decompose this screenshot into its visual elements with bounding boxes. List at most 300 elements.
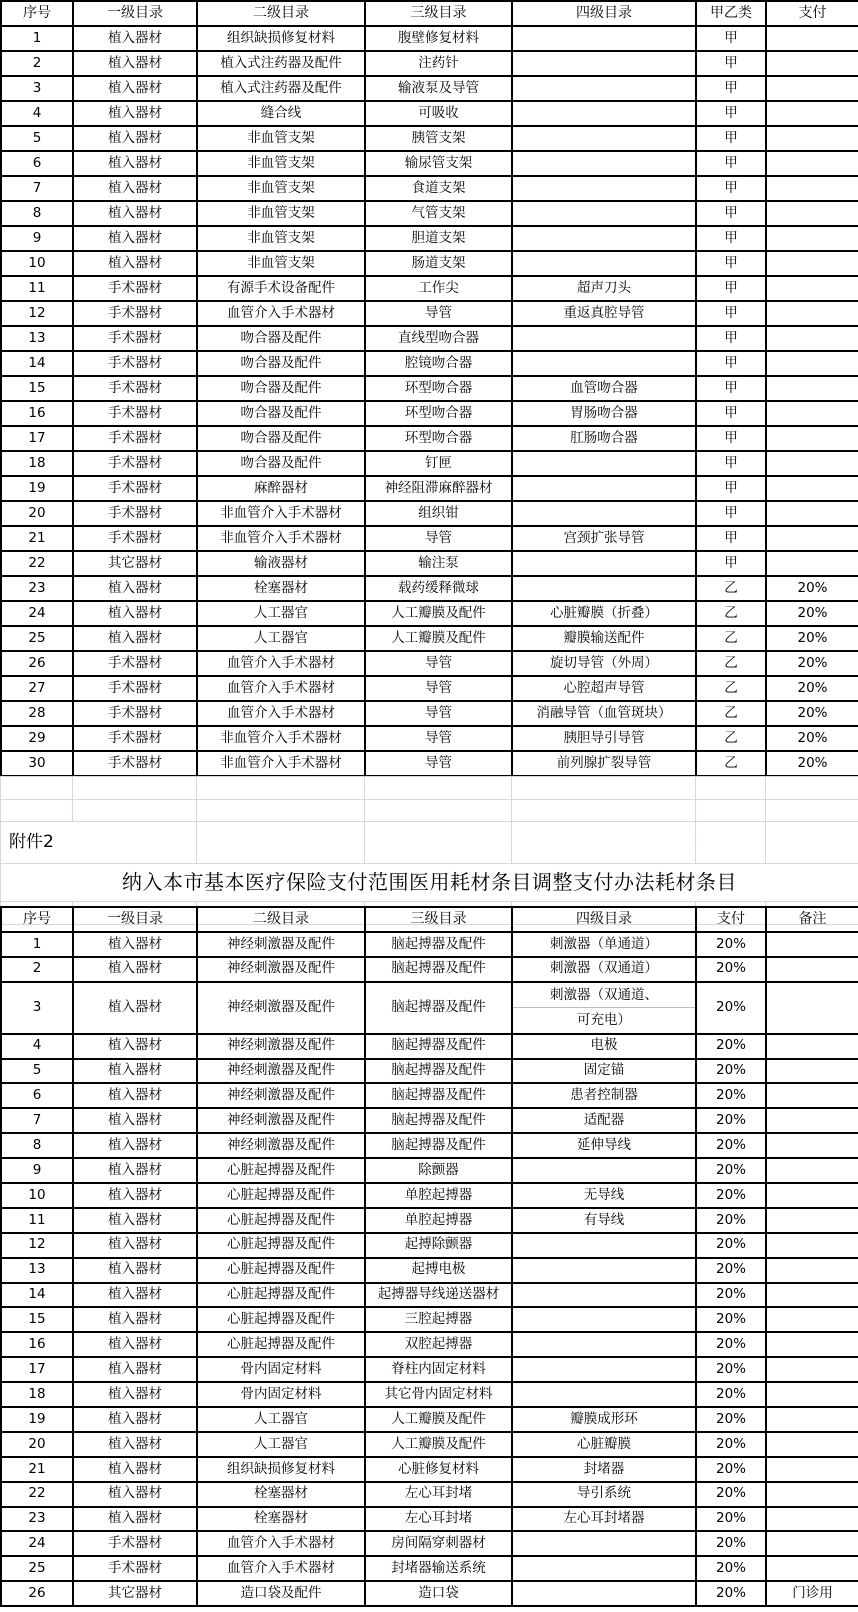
table-row: [1, 1457, 858, 1482]
level3-cell: 脑起搏器及配件: [365, 932, 512, 957]
level2-cell: 心脏起搏器及配件: [197, 1258, 365, 1283]
col6-cell: 甲: [696, 301, 766, 326]
col6-cell: 20%: [696, 1581, 766, 1606]
level3-cell: 左心耳封堵: [365, 1482, 512, 1507]
index-cell: 12: [1, 1233, 73, 1258]
level3-cell: 导管: [365, 301, 512, 326]
index-cell: 4: [1, 1034, 73, 1059]
col6-cell: 乙: [696, 676, 766, 701]
level3-cell: 食道支架: [365, 176, 512, 201]
col7-cell: [766, 276, 858, 301]
level3-cell: 脑起搏器及配件: [365, 1034, 512, 1059]
level1-cell: 植入器材: [73, 226, 197, 251]
spacer-area: [0, 776, 858, 925]
level4-cell: [512, 226, 696, 251]
level3-cell: 封堵器输送系统: [365, 1556, 512, 1581]
col7-cell: 20%: [766, 726, 858, 751]
level3-cell: 环型吻合器: [365, 401, 512, 426]
table-row: [1, 151, 858, 176]
level1-cell: 植入器材: [73, 1457, 197, 1482]
level4-cell: [512, 326, 696, 351]
col7-cell: [766, 426, 858, 451]
level4-cell: 刺激器（单通道）: [512, 932, 696, 957]
col6-cell: 20%: [696, 1108, 766, 1133]
level1-cell: 手术器材: [73, 351, 197, 376]
index-cell: 19: [1, 1407, 73, 1432]
table-row: [1, 1507, 858, 1532]
col6-cell: 20%: [696, 1034, 766, 1059]
level2-cell: 吻合器及配件: [197, 451, 365, 476]
table-2-header-row: [1, 907, 858, 932]
col7-cell: [766, 1083, 858, 1108]
level2-cell: 吻合器及配件: [197, 401, 365, 426]
level1-cell: 植入器材: [73, 1407, 197, 1432]
level2-cell: 血管介入手术器材: [197, 676, 365, 701]
level2-cell: 神经刺激器及配件: [197, 1034, 365, 1059]
level2-cell: 吻合器及配件: [197, 426, 365, 451]
column-header: 备注: [766, 907, 858, 932]
level2-cell: 神经刺激器及配件: [197, 1059, 365, 1084]
col7-cell: [766, 1233, 858, 1258]
col6-cell: 甲: [696, 201, 766, 226]
level2-cell: 心脏起搏器及配件: [197, 1307, 365, 1332]
level1-cell: 植入器材: [73, 1034, 197, 1059]
col6-cell: 甲: [696, 176, 766, 201]
level2-cell: 神经刺激器及配件: [197, 957, 365, 982]
level4-cell: 消融导管（血管斑块）: [512, 701, 696, 726]
column-header: 甲乙类: [696, 1, 766, 26]
level1-cell: 手术器材: [73, 301, 197, 326]
level3-cell: 输液泵及导管: [365, 76, 512, 101]
level2-cell: 骨内固定材料: [197, 1382, 365, 1407]
level4-cell: 导引系统: [512, 1482, 696, 1507]
level3-cell: 三腔起搏器: [365, 1307, 512, 1332]
col7-cell: [766, 351, 858, 376]
col7-cell: [766, 201, 858, 226]
level1-cell: 植入器材: [73, 1133, 197, 1158]
table-row: [1, 1432, 858, 1457]
level3-cell: 腔镜吻合器: [365, 351, 512, 376]
index-cell: 8: [1, 1133, 73, 1158]
col7-cell: [766, 1556, 858, 1581]
level2-cell: 心脏起搏器及配件: [197, 1208, 365, 1233]
table-row: [1, 1183, 858, 1208]
level4-cell: 宫颈扩张导管: [512, 526, 696, 551]
level4-cell: 适配器: [512, 1108, 696, 1133]
index-cell: 16: [1, 401, 73, 426]
level1-cell: 植入器材: [73, 932, 197, 957]
level2-cell: 神经刺激器及配件: [197, 1083, 365, 1108]
level2-cell: 人工器官: [197, 626, 365, 651]
level1-cell: 手术器材: [73, 401, 197, 426]
level2-cell: 栓塞器材: [197, 1482, 365, 1507]
level2-cell: 非血管介入手术器材: [197, 751, 365, 776]
level1-cell: 植入器材: [73, 1482, 197, 1507]
level3-cell: 脊柱内固定材料: [365, 1357, 512, 1382]
level2-cell: 组织缺损修复材料: [197, 26, 365, 51]
col7-cell: 门诊用: [766, 1581, 858, 1606]
index-cell: 6: [1, 151, 73, 176]
table-row: [1, 1283, 858, 1308]
col6-cell: 20%: [696, 1208, 766, 1233]
level4-cell: [512, 1581, 696, 1606]
level2-cell: 吻合器及配件: [197, 376, 365, 401]
level4-cell: [512, 1332, 696, 1357]
level1-cell: 植入器材: [73, 1258, 197, 1283]
level4-cell: [512, 151, 696, 176]
index-cell: 10: [1, 251, 73, 276]
level4-cell: [512, 1158, 696, 1183]
col7-cell: [766, 1357, 858, 1382]
table-row: [1, 1357, 858, 1382]
col6-cell: 甲: [696, 276, 766, 301]
col6-cell: 甲: [696, 251, 766, 276]
level1-cell: 手术器材: [73, 476, 197, 501]
level1-cell: 手术器材: [73, 276, 197, 301]
level4-cell: [512, 1258, 696, 1283]
col6-cell: 甲: [696, 476, 766, 501]
level4-cell: 胰胆导引导管: [512, 726, 696, 751]
level1-cell: 手术器材: [73, 426, 197, 451]
col6-cell: 乙: [696, 626, 766, 651]
level2-cell: 吻合器及配件: [197, 326, 365, 351]
table-row: [1, 1233, 858, 1258]
level3-cell: 人工瓣膜及配件: [365, 626, 512, 651]
table-row: [1, 1083, 858, 1108]
col7-cell: [766, 501, 858, 526]
level2-cell: 血管介入手术器材: [197, 701, 365, 726]
table-1-header-row: [1, 1, 858, 26]
col7-cell: [766, 1407, 858, 1432]
level2-cell: 神经刺激器及配件: [197, 1133, 365, 1158]
table-row: [1, 1158, 858, 1183]
col6-cell: 甲: [696, 326, 766, 351]
level4-cell: [512, 1307, 696, 1332]
level3-cell: 双腔起搏器: [365, 1332, 512, 1357]
index-cell: 14: [1, 1283, 73, 1308]
col6-cell: 乙: [696, 701, 766, 726]
level4-cell: 延伸导线: [512, 1133, 696, 1158]
level2-cell: 人工器官: [197, 1432, 365, 1457]
level2-cell: 输液器材: [197, 551, 365, 576]
index-cell: 5: [1, 126, 73, 151]
index-cell: 1: [1, 932, 73, 957]
index-cell: 22: [1, 1482, 73, 1507]
table-row: [1, 1482, 858, 1507]
table-row: [1, 451, 858, 476]
level1-cell: 植入器材: [73, 101, 197, 126]
level1-cell: 手术器材: [73, 526, 197, 551]
col6-cell: 乙: [696, 726, 766, 751]
col6-cell: 甲: [696, 101, 766, 126]
level1-cell: 植入器材: [73, 957, 197, 982]
level2-cell: 心脏起搏器及配件: [197, 1233, 365, 1258]
level3-cell: 输尿管支架: [365, 151, 512, 176]
level4-cell: [512, 351, 696, 376]
level2-cell: 血管介入手术器材: [197, 1531, 365, 1556]
index-cell: 15: [1, 376, 73, 401]
level2-cell: 血管介入手术器材: [197, 1556, 365, 1581]
level3-cell: 心脏修复材料: [365, 1457, 512, 1482]
col6-cell: 甲: [696, 151, 766, 176]
index-cell: 3: [1, 76, 73, 101]
col7-cell: [766, 1283, 858, 1308]
column-header: 三级目录: [365, 907, 512, 932]
level3-cell: 导管: [365, 676, 512, 701]
table-row: [1, 526, 858, 551]
level1-cell: 手术器材: [73, 451, 197, 476]
level2-cell: 血管介入手术器材: [197, 651, 365, 676]
level1-cell: 植入器材: [73, 626, 197, 651]
level2-cell: 非血管支架: [197, 176, 365, 201]
level4-cell: [512, 1382, 696, 1407]
level1-cell: 手术器材: [73, 651, 197, 676]
col7-cell: [766, 1432, 858, 1457]
table-row: [1, 126, 858, 151]
col7-cell: [766, 1158, 858, 1183]
level2-cell: 造口袋及配件: [197, 1581, 365, 1606]
table-row: [1, 1258, 858, 1283]
column-header: 一级目录: [73, 1, 197, 26]
level2-cell: 心脏起搏器及配件: [197, 1158, 365, 1183]
level1-cell: 手术器材: [73, 326, 197, 351]
col6-cell: 20%: [696, 982, 766, 1034]
table-row: [1, 982, 858, 1034]
level4-cell: [512, 1233, 696, 1258]
col7-cell: [766, 1307, 858, 1332]
level4-cell: 刺激器（双通道）: [512, 957, 696, 982]
col6-cell: 乙: [696, 601, 766, 626]
index-cell: 8: [1, 201, 73, 226]
level2-cell: 栓塞器材: [197, 1507, 365, 1532]
table-row: [1, 76, 858, 101]
level1-cell: 植入器材: [73, 176, 197, 201]
table-row: [1, 176, 858, 201]
index-cell: 24: [1, 1531, 73, 1556]
level2-cell: 心脏起搏器及配件: [197, 1332, 365, 1357]
col6-cell: 20%: [696, 1233, 766, 1258]
table-row: [1, 1556, 858, 1581]
level3-cell: 起搏器导线递送器材: [365, 1283, 512, 1308]
column-header: 四级目录: [512, 1, 696, 26]
col7-cell: [766, 1457, 858, 1482]
level4-cell: 肛肠吻合器: [512, 426, 696, 451]
table-row: [1, 426, 858, 451]
index-cell: 9: [1, 1158, 73, 1183]
col7-cell: [766, 451, 858, 476]
col7-cell: [766, 551, 858, 576]
level3-cell: 人工瓣膜及配件: [365, 601, 512, 626]
index-cell: 23: [1, 576, 73, 601]
col6-cell: 甲: [696, 376, 766, 401]
level2-cell: 缝合线: [197, 101, 365, 126]
index-cell: 26: [1, 651, 73, 676]
table-row: [1, 26, 858, 51]
table-row: [1, 1059, 858, 1084]
level4-cell: [512, 1357, 696, 1382]
table-row: [1, 501, 858, 526]
level3-cell: 神经阻滞麻醉器材: [365, 476, 512, 501]
table-row: [1, 576, 858, 601]
index-cell: 15: [1, 1307, 73, 1332]
level3-cell: 工作尖: [365, 276, 512, 301]
level4-cell: 心腔超声导管: [512, 676, 696, 701]
level3-cell: 造口袋: [365, 1581, 512, 1606]
level2-cell: 心脏起搏器及配件: [197, 1283, 365, 1308]
section-title: 纳入本市基本医疗保险支付范围医用耗材条目调整支付办法耗材条目: [1, 864, 858, 902]
col6-cell: 甲: [696, 351, 766, 376]
level3-cell: 胰管支架: [365, 126, 512, 151]
col6-cell: 20%: [696, 1407, 766, 1432]
level4-cell: 心脏瓣膜（折叠）: [512, 601, 696, 626]
table-row: [1, 51, 858, 76]
col6-cell: 20%: [696, 1457, 766, 1482]
level4-cell: 超声刀头: [512, 276, 696, 301]
level4-cell: [512, 201, 696, 226]
level3-cell: 注药针: [365, 51, 512, 76]
level1-cell: 植入器材: [73, 601, 197, 626]
level4-cell: [512, 51, 696, 76]
level3-cell: 其它骨内固定材料: [365, 1382, 512, 1407]
col7-cell: 20%: [766, 751, 858, 776]
column-header: 序号: [1, 907, 73, 932]
table-row: [1, 276, 858, 301]
index-cell: 19: [1, 476, 73, 501]
index-cell: 6: [1, 1083, 73, 1108]
level1-cell: 其它器材: [73, 551, 197, 576]
column-header: 支付: [766, 1, 858, 26]
index-cell: 4: [1, 101, 73, 126]
col7-cell: [766, 126, 858, 151]
table-row: [1, 1208, 858, 1233]
index-cell: 13: [1, 326, 73, 351]
col6-cell: 甲: [696, 501, 766, 526]
level3-cell: 胆道支架: [365, 226, 512, 251]
table-row: [1, 601, 858, 626]
table-row: [1, 551, 858, 576]
level1-cell: 植入器材: [73, 982, 197, 1034]
level3-cell: 起搏电极: [365, 1258, 512, 1283]
level4-cell: 患者控制器: [512, 1083, 696, 1108]
col7-cell: [766, 1258, 858, 1283]
table-row: [1, 1332, 858, 1357]
col6-cell: 20%: [696, 1158, 766, 1183]
col6-cell: 20%: [696, 1133, 766, 1158]
attachment-label: 附件2: [1, 822, 197, 864]
level1-cell: 植入器材: [73, 26, 197, 51]
level3-cell: 左心耳封堵: [365, 1507, 512, 1532]
table-row: [1, 932, 858, 957]
level4-cell: [512, 76, 696, 101]
level4-cell: [512, 1283, 696, 1308]
col7-cell: [766, 1183, 858, 1208]
col7-cell: [766, 1382, 858, 1407]
level2-cell: 神经刺激器及配件: [197, 982, 365, 1034]
level2-cell: 人工器官: [197, 1407, 365, 1432]
level3-cell: 气管支架: [365, 201, 512, 226]
col7-cell: [766, 1133, 858, 1158]
column-header: 一级目录: [73, 907, 197, 932]
level3-cell: 导管: [365, 701, 512, 726]
col6-cell: 20%: [696, 932, 766, 957]
col7-cell: [766, 1108, 858, 1133]
index-cell: 25: [1, 1556, 73, 1581]
table-row: [1, 201, 858, 226]
index-cell: 2: [1, 51, 73, 76]
level1-cell: 手术器材: [73, 376, 197, 401]
level4-cell: [512, 26, 696, 51]
table-row: [1, 401, 858, 426]
index-cell: 26: [1, 1581, 73, 1606]
level1-cell: 植入器材: [73, 1083, 197, 1108]
index-cell: 21: [1, 526, 73, 551]
level4-cell: [512, 576, 696, 601]
col7-cell: [766, 932, 858, 957]
level2-cell: 心脏起搏器及配件: [197, 1183, 365, 1208]
level3-cell: 肠道支架: [365, 251, 512, 276]
index-cell: 13: [1, 1258, 73, 1283]
level1-cell: 植入器材: [73, 1507, 197, 1532]
col7-cell: [766, 1332, 858, 1357]
level4-cell: 血管吻合器: [512, 376, 696, 401]
column-header: 三级目录: [365, 1, 512, 26]
col6-cell: 乙: [696, 651, 766, 676]
index-cell: 2: [1, 957, 73, 982]
col6-cell: 甲: [696, 76, 766, 101]
col6-cell: 甲: [696, 551, 766, 576]
col6-cell: 甲: [696, 526, 766, 551]
index-cell: 17: [1, 426, 73, 451]
level4-cell: [512, 1556, 696, 1581]
col6-cell: 20%: [696, 1507, 766, 1532]
table-row: [1, 957, 858, 982]
index-cell: 12: [1, 301, 73, 326]
level1-cell: 手术器材: [73, 726, 197, 751]
level1-cell: 植入器材: [73, 1432, 197, 1457]
col6-cell: 20%: [696, 1083, 766, 1108]
col6-cell: 甲: [696, 226, 766, 251]
level1-cell: 植入器材: [73, 1208, 197, 1233]
level1-cell: 植入器材: [73, 1307, 197, 1332]
level3-cell: 环型吻合器: [365, 426, 512, 451]
table-row: [1, 1581, 858, 1606]
table-row: [1, 1108, 858, 1133]
column-header: 四级目录: [512, 907, 696, 932]
col7-cell: [766, 1531, 858, 1556]
level1-cell: 手术器材: [73, 1531, 197, 1556]
level3-cell: 直线型吻合器: [365, 326, 512, 351]
level2-cell: 非血管支架: [197, 251, 365, 276]
table-row: [1, 651, 858, 676]
level4-cell: 瓣膜成形环: [512, 1407, 696, 1432]
level1-cell: 手术器材: [73, 701, 197, 726]
col6-cell: 20%: [696, 1183, 766, 1208]
col6-cell: 20%: [696, 1531, 766, 1556]
col6-cell: 20%: [696, 1556, 766, 1581]
level1-cell: 植入器材: [73, 576, 197, 601]
col6-cell: 20%: [696, 1307, 766, 1332]
col6-cell: 20%: [696, 1482, 766, 1507]
col7-cell: [766, 1507, 858, 1532]
index-cell: 20: [1, 1432, 73, 1457]
index-cell: 29: [1, 726, 73, 751]
index-cell: 21: [1, 1457, 73, 1482]
level4-cell: [512, 476, 696, 501]
col7-cell: [766, 76, 858, 101]
index-cell: 7: [1, 1108, 73, 1133]
index-cell: 5: [1, 1059, 73, 1084]
level3-cell: 导管: [365, 526, 512, 551]
